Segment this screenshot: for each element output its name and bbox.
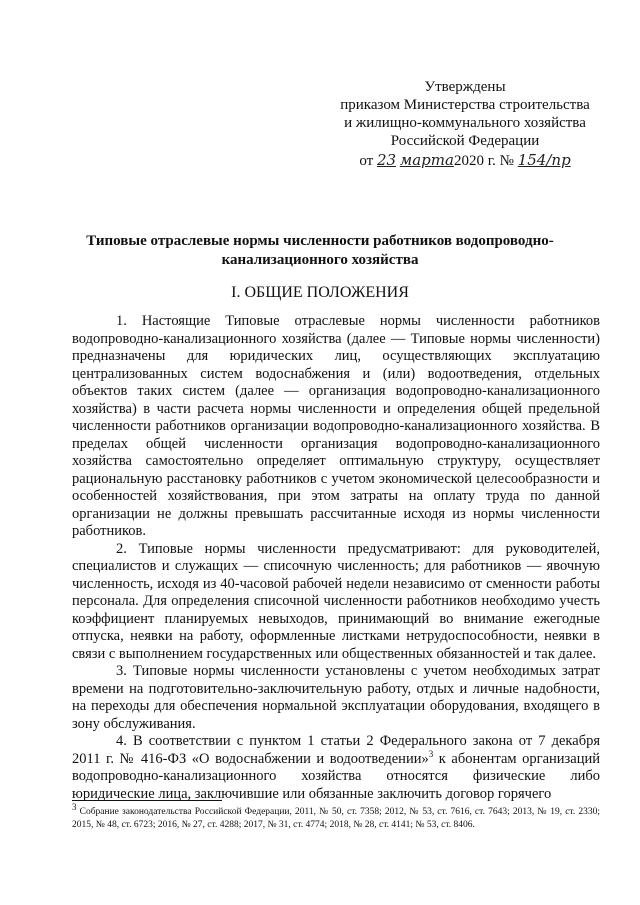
handwritten-month: марта — [399, 151, 454, 169]
handwritten-order-number: 154/пр — [517, 151, 571, 169]
document-title: Типовые отраслевые нормы численности работников водопроводно-канализационного хозяйства — [86, 233, 554, 268]
footnote — [72, 801, 600, 832]
footnote-divider — [72, 800, 222, 801]
paragraph: 1. Настоящие Типовые отраслевые нормы численности работников водопроводно-канализационного хозяйства (далее — Типовые нормы численности) предназначены для юридических лиц, осуществляющих эксплуатацию централизованных систем водоснабжения и (или) водоотведения, отдельных объектов таких систем (далее — организация водопроводно-канализационного хозяйства) в части расчета нормы численности и определения общей предельной численности работников организации водопроводно-канализационного хозяйства. В пределах общей численности организация водопроводно-канализационного хозяйства самостоятельно определяет оптимальную структуру, осуществляет рациональную расстановку работников с учетом экономической целесообразности и особенностей хозяйствования, при этом затраты на оплату труда по данной организации не должны превышать рассчитанные исходя из нормы численности работников. — [72, 313, 600, 539]
approval-issuer-line: Российской Федерации — [390, 133, 540, 149]
footnote-text: Собрание законодательства Российской Федерации, 2011, № 50, ст. 7358; 2012, № 53, ст. 7616, ст. 7643; 2013, № 19, ст. 2330; 2015, № 48, ст. 6723; 2016, № 27, ст. 4288; 2017, № 31, ст. 4774; 2018, № 28, ст. 4141; № 53, ст. 8406. — [72, 807, 600, 830]
handwritten-day: 23 — [376, 151, 397, 169]
paragraph-text: к абонентам организаций водопроводно-канализационного хозяйства относятся физические либо юридические лица, заключившие или обязанные заключить договор горячего — [72, 750, 600, 802]
section-heading: I. ОБЩИЕ ПОЛОЖЕНИЯ — [231, 284, 409, 301]
approval-date-line — [330, 151, 600, 170]
paragraph-text: 4. В соответствии с пунктом 1 статьи 2 Федерального закона от 7 декабря 2011 г. № 416-ФЗ «О водоснабжении и водоотведении» — [72, 733, 600, 767]
document-body — [72, 313, 600, 803]
approval-issuer-line: приказом Министерства строительства — [340, 97, 590, 113]
footnote-marker: 3 — [72, 801, 77, 812]
paragraph — [72, 733, 600, 803]
approval-heading: Утверждены — [424, 79, 506, 95]
approval-issuer-line: и жилищно-коммунального хозяйства — [344, 115, 586, 131]
approval-block — [330, 78, 600, 170]
date-prefix: от — [359, 153, 374, 169]
paragraph: 3. Типовые нормы численности установлены с учетом необходимых затрат времени на подготовительно-заключительную работу, отдых и личные надобности, на переходы для обеспечения нормальной эксплуатации оборудования, входящего в зону обслуживания. — [72, 663, 600, 732]
footnote-reference[interactable]: 3 — [428, 748, 434, 759]
date-year: 2020 г. № — [453, 153, 514, 169]
paragraph: 2. Типовые нормы численности предусматривают: для руководителей, специалистов и служащих — списочную численность; для работников — явочную численность, исходя из 40-часовой рабочей недели независимо от сменности работы персонала. Для определения списочной численности работников необходимо учесть коэффициент планируемых невыходов, принимающий во внимание ежегодные отпуска, неявки на работу, оформленные листками нетрудоспособности, неявки в связи с выполнением государственных или общественных обязанностей и так далее. — [72, 540, 600, 662]
